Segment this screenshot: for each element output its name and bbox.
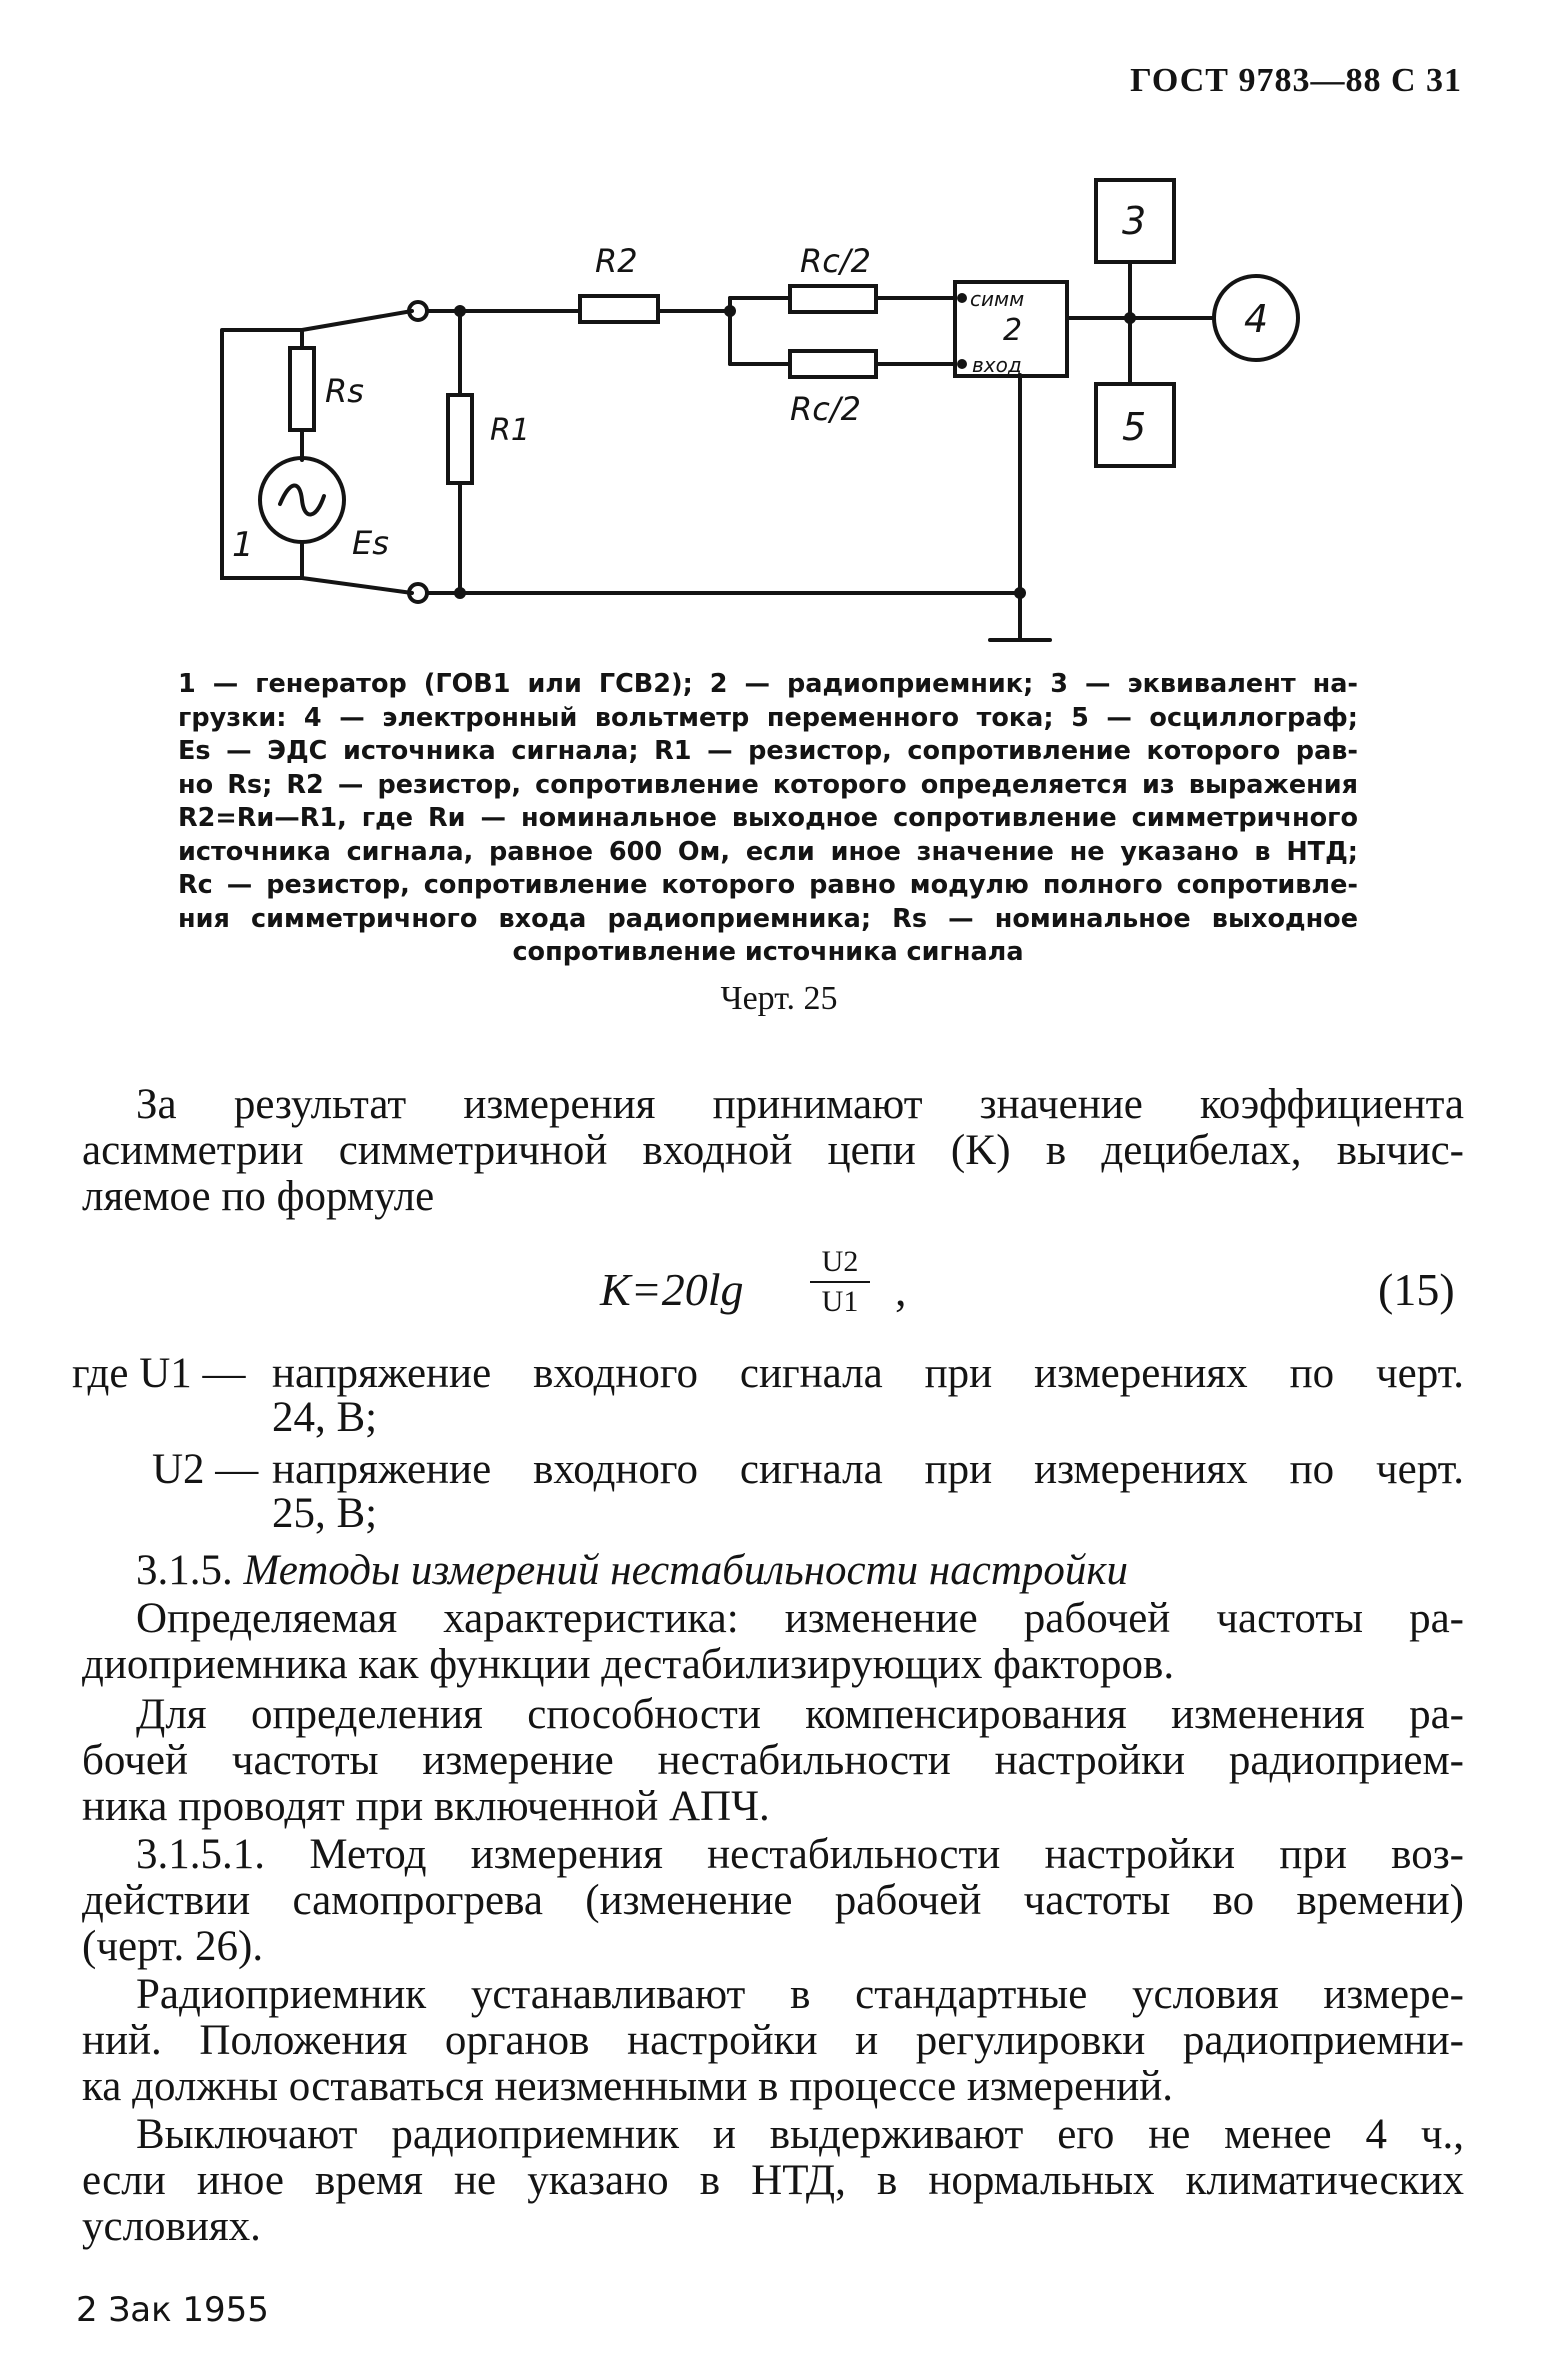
r2-label: R2	[595, 242, 638, 280]
load-number: 3	[1122, 199, 1147, 243]
formula-fraction	[810, 1245, 870, 1319]
definition-symbol: где U1 —	[72, 1350, 246, 1397]
text-line: диоприемника как функции дестабилизирующих факторов.	[82, 1641, 1175, 1688]
formula-number: (15)	[1378, 1264, 1455, 1315]
figure-legend	[178, 668, 1358, 970]
paragraph-5	[82, 1972, 1464, 2110]
paragraph-4	[82, 1832, 1464, 1970]
paragraph-3	[82, 1692, 1464, 1830]
text-line: Определяемая характеристика: изменение рабочей частоты ра-	[136, 1595, 1464, 1642]
text-line: условиях.	[82, 2203, 261, 2250]
text-line: За результат измерения принимают значение коэффициента	[136, 1081, 1464, 1128]
text-line: (черт. 26).	[82, 1923, 264, 1970]
voltmeter-number: 4	[1244, 297, 1269, 341]
text-line: ний. Положения органов настройки и регулировки радиоприемни-	[82, 2017, 1464, 2064]
definition-symbol: U2 —	[152, 1446, 259, 1493]
circuit-diagram	[0, 0, 1558, 680]
legend-line: но Rs; R2 — резистор, сопротивление которого определяется из выражения	[178, 769, 1358, 800]
figure-caption: Черт. 25	[720, 980, 838, 1017]
rc-bottom-resistor	[790, 351, 876, 377]
receiver-number: 2	[1003, 313, 1023, 348]
text-line: Выключают радиоприемник и выдерживают его не менее 4 ч.,	[136, 2111, 1464, 2158]
paragraph-1	[82, 1082, 1464, 1220]
rc-top-resistor	[790, 286, 876, 312]
text-line: 3.1.5.1. Метод измерения нестабильности настройки при воз-	[136, 1831, 1464, 1878]
rs-label: Rs	[325, 372, 364, 410]
text-line: действии самопрогрева (изменение рабочей частоты во времени)	[82, 1877, 1464, 1924]
section-heading-line	[82, 1548, 1464, 1594]
oscilloscope-number: 5	[1122, 405, 1147, 449]
legend-line: грузки: 4 — электронный вольтметр переменного тока; 5 — осциллограф;	[178, 702, 1358, 733]
legend-line: 1 — генератор (ГОВ1 или ГСВ2); 2 — радиоприемник; 3 — эквивалент на-	[178, 669, 1358, 699]
r2-resistor	[580, 296, 658, 322]
generator-number: 1	[232, 525, 254, 565]
definition-u1	[72, 1352, 1464, 1440]
legend-line: ния симметричного входа радиоприемника; Rs — номинальное выходное	[178, 903, 1358, 934]
rc-bottom-label: Rc/2	[790, 390, 861, 428]
text-line: если иное время не указано в НТД, в нормальных климатических	[82, 2157, 1464, 2204]
definition-text: 25, В;	[272, 1490, 378, 1537]
es-label: Es	[352, 524, 389, 562]
section-heading	[82, 1548, 1464, 1594]
text-line: ка должны оставаться неизменными в процессе измерений.	[82, 2063, 1173, 2110]
legend-line: источника сигнала, равное 600 Ом, если иное значение не указано в НТД;	[178, 836, 1358, 867]
definitions	[72, 1352, 1464, 1544]
section-title: Методы измерений нестабильности настройки	[243, 1547, 1129, 1594]
legend-line: R2=Rи—R1, где Rи — номинальное выходное сопротивление симметричного	[178, 803, 1358, 833]
text-line: асимметрии симметричной входной цепи (K) в децибелах, вычис-	[82, 1127, 1464, 1174]
formula-15	[0, 1245, 1558, 1335]
page-footer: 2 Зак 1955	[76, 2290, 269, 2330]
text-line: Для определения способности компенсирования изменения ра-	[136, 1691, 1464, 1738]
r1-label: R1	[490, 413, 530, 448]
formula-denominator: U1	[821, 1285, 859, 1318]
receiver-label-top: симм	[970, 287, 1025, 311]
definition-text: 24, В;	[272, 1394, 378, 1441]
text-line: Радиоприемник устанавливают в стандартные условия измере-	[136, 1971, 1464, 2018]
definition-u2	[72, 1448, 1464, 1536]
rs-resistor	[290, 348, 314, 430]
legend-line: Rc — резистор, сопротивление которого равно модулю полного сопротивле-	[178, 870, 1358, 900]
text-line: ника проводят при включенной АПЧ.	[82, 1783, 770, 1830]
text-line: бочей частоты измерение нестабильности настройки радиоприем-	[82, 1737, 1464, 1784]
text-line: ляемое по формуле	[82, 1173, 435, 1220]
definition-text: напряжение входного сигнала при измерениях по черт.	[272, 1446, 1464, 1493]
legend-line: Es — ЭДС источника сигнала; R1 — резистор, сопротивление которого рав-	[178, 736, 1358, 766]
paragraph-2	[82, 1596, 1464, 1688]
formula-numerator: U2	[810, 1245, 870, 1283]
legend-line: сопротивление источника сигнала	[512, 937, 1024, 967]
rc-top-label: Rc/2	[800, 242, 871, 280]
page-header: ГОСТ 9783—88 С 31	[1130, 62, 1462, 99]
receiver-label-bottom: вход	[972, 353, 1022, 377]
paragraph-6	[82, 2112, 1464, 2250]
definition-text: напряжение входного сигнала при измерениях по черт.	[272, 1350, 1464, 1397]
r1-resistor	[448, 395, 472, 483]
formula-lhs: K=20lg	[600, 1264, 744, 1315]
formula-comma: ,	[895, 1264, 907, 1315]
section-number: 3.1.5.	[136, 1547, 233, 1594]
